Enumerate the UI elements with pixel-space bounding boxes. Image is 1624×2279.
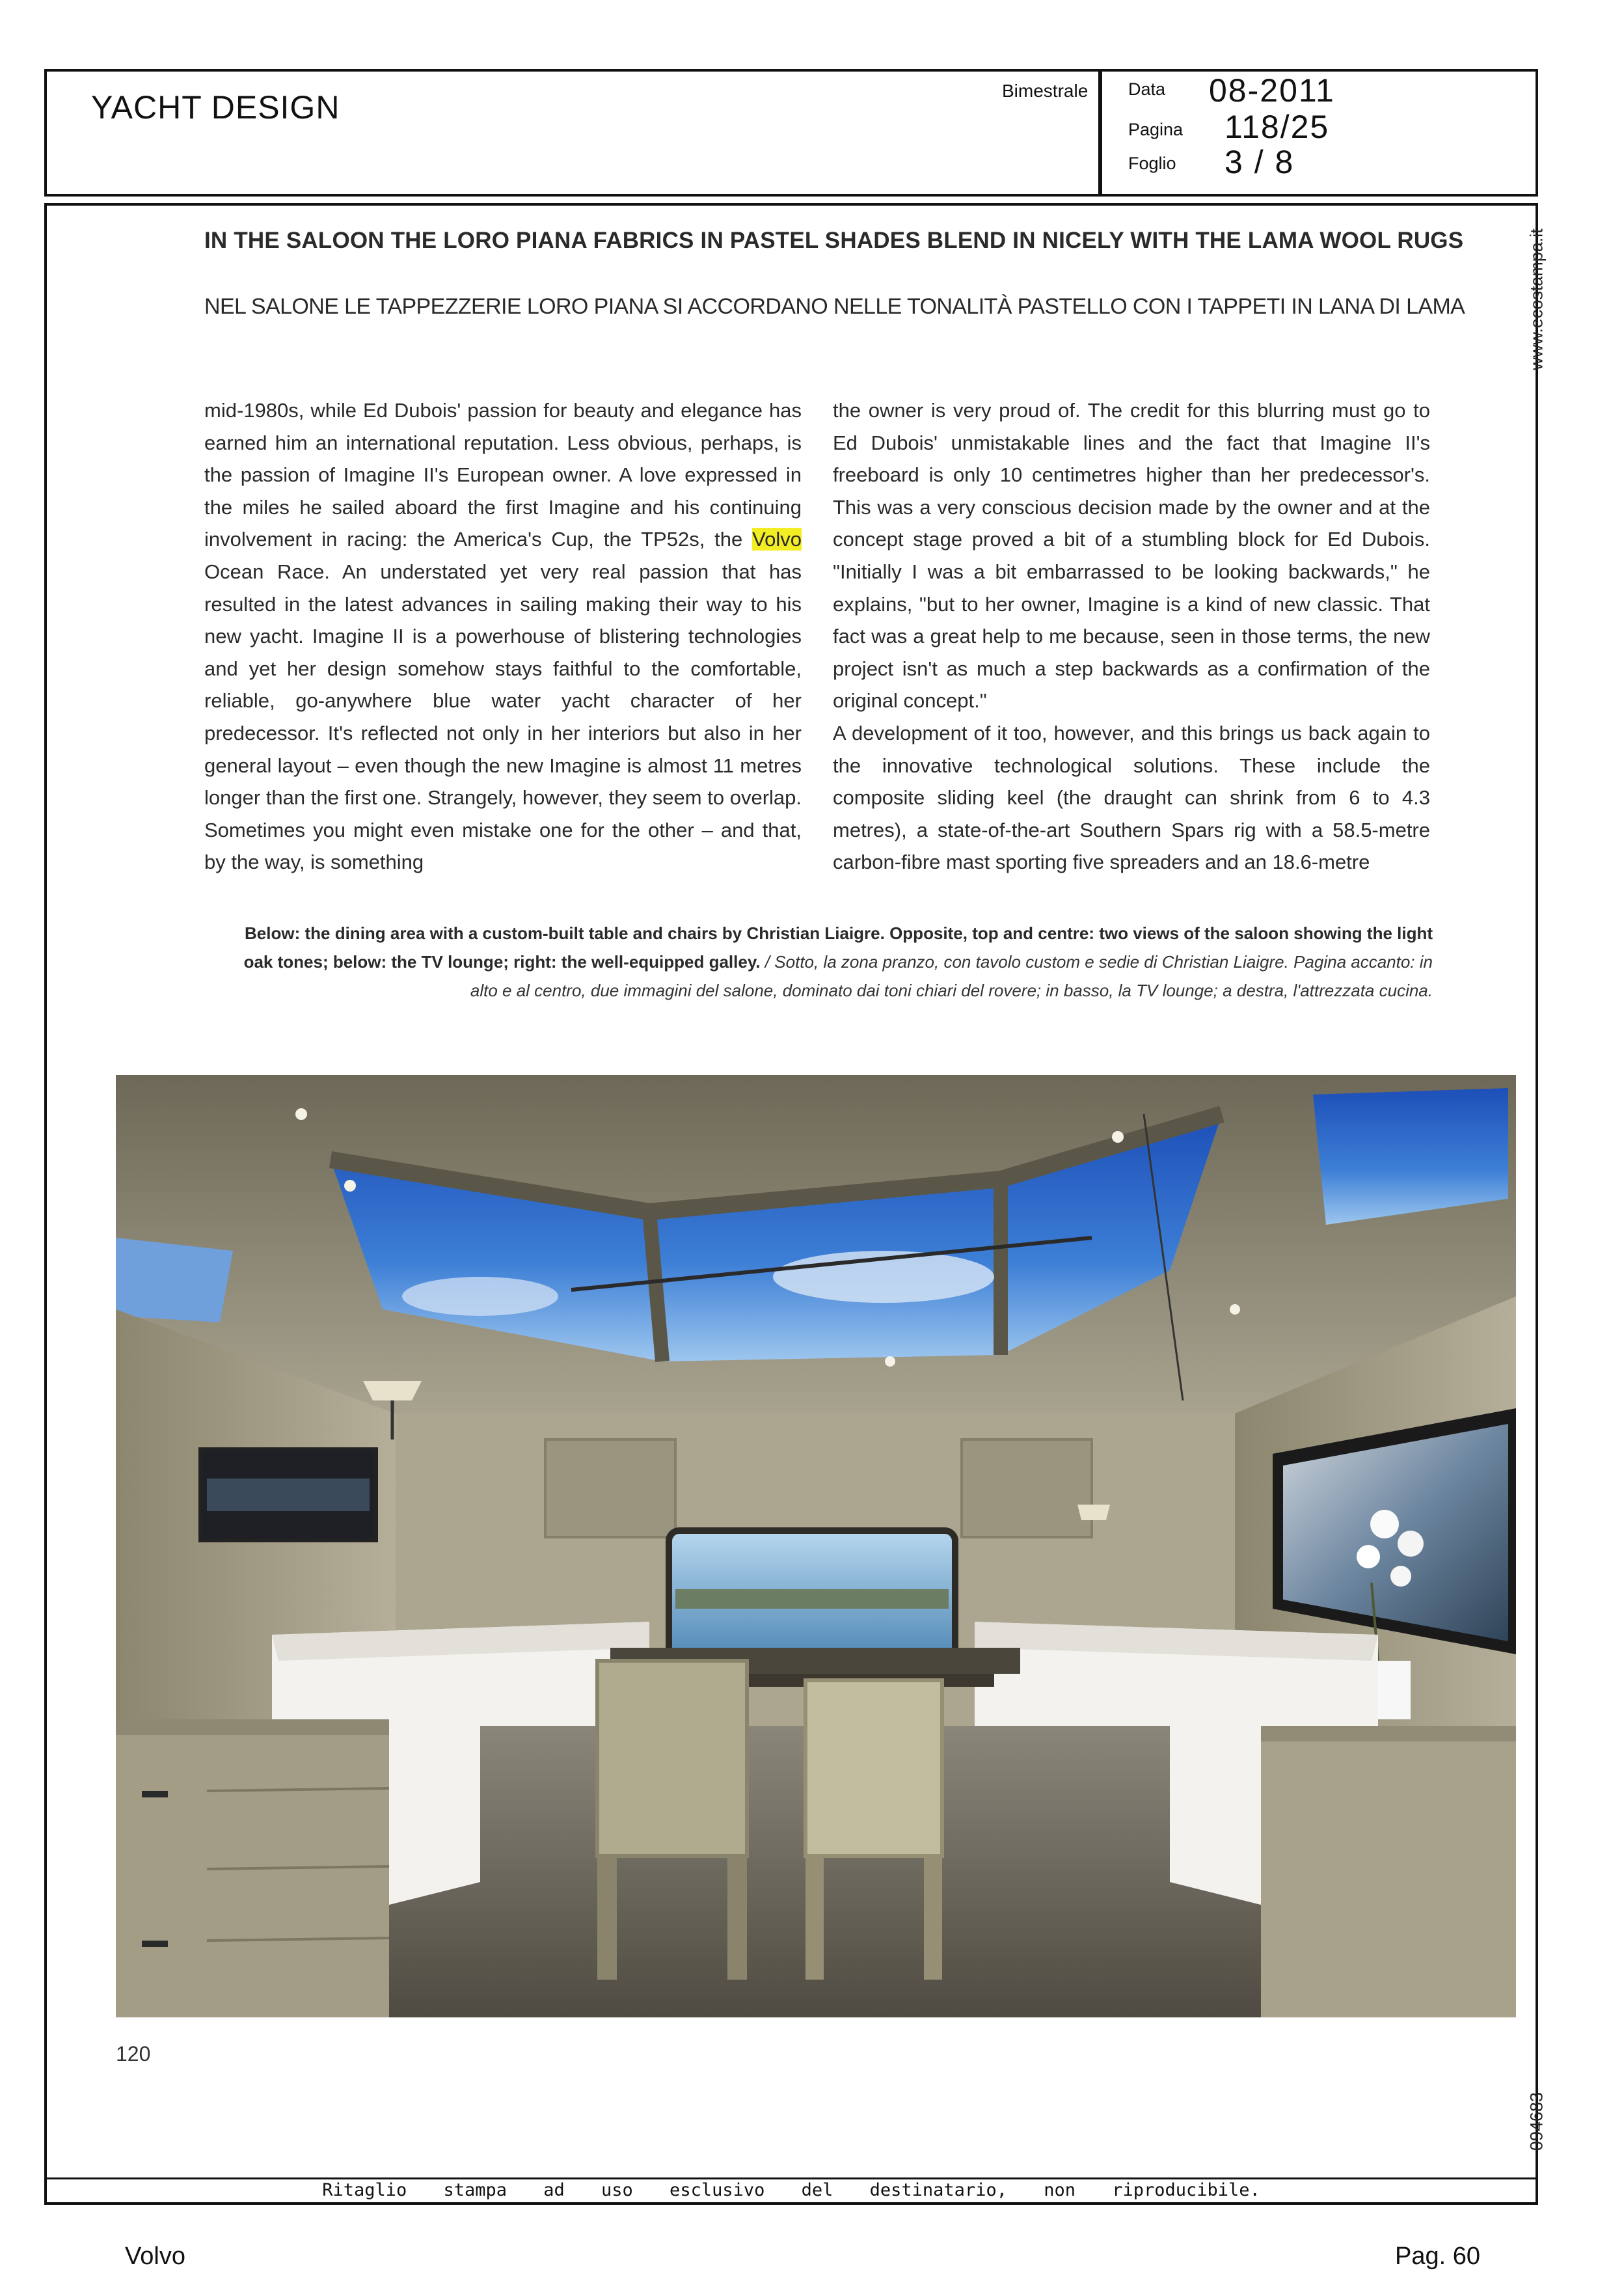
header-divider: [1098, 69, 1102, 197]
side-code: [1524, 2082, 1550, 2161]
publication-title: YACHT DESIGN: [91, 89, 340, 126]
caption-italian: / Sotto, la zona pranzo, con tavolo custom e sedie di Christian Liaigre. Pagina accanto: in alto e al centro, due immagini del salone, dominato dai toni chiari del rovere; in basso, la TV lounge; a destra, l'attrezzata cucina.: [470, 952, 1433, 1000]
article-column-right: [833, 394, 1430, 879]
headline-italian: NEL SALONE LE TAPPEZZERIE LORO PIANA SI ACCORDANO NELLE TONALITÀ PASTELLO CON I TAPPETI IN LANA DI LAMA: [204, 294, 1465, 319]
saloon-illustration: [116, 1075, 1516, 2017]
page-label: Pagina: [1128, 120, 1184, 139]
date-label: Data: [1128, 79, 1166, 99]
side-website: [1524, 215, 1550, 384]
footer-divider: [44, 2177, 1538, 2179]
article-column-left: [204, 394, 802, 879]
sheet-label: Foglio: [1128, 154, 1176, 173]
photo-caption: [230, 919, 1433, 1005]
column-right-paragraph-1: the owner is very proud of. The credit for this blurring must go to Ed Dubois' unmistakable lines and the fact that Imagine II's freeboard is only 10 centimetres higher than her predecessor's. This was a very conscious decision made by the owner and at the concept stage proved a bit of a stumbling block for Ed Dubois. "Initially I was a bit embarrassed to be looking backwards," he explains, "but to her owner, Imagine is a kind of new classic. That fact was a great help to me because, seen in those terms, the new project isn't as much a step backwards as a confirmation of the original concept.": [833, 399, 1430, 713]
headline-english: IN THE SALOON THE LORO PIANA FABRICS IN PASTEL SHADES BLEND IN NICELY WITH THE LAMA WOOL RUGS: [204, 228, 1464, 253]
column-left-text-end: Ocean Race. An understated yet very real passion that has resulted in the latest advances in sailing making their way to his new yacht. Imagine II is a powerhouse of blistering technologies and yet her design somehow stays faithful to the comfortable, reliable, go-anywhere blue water yacht character of her predecessor. It's reflected not only in her interiors but also in her general layout – even though the new Imagine is almost 11 metres longer than the first one. Strangely, however, they seem to overlap. Sometimes you might even mistake one for the other – and that, by the way, is something: [204, 560, 802, 874]
sheet-value: 3 / 8: [1225, 144, 1295, 180]
date-value: 08-2011: [1209, 72, 1335, 109]
page-value: 118/25: [1225, 109, 1330, 145]
page-number: 120: [116, 2042, 151, 2066]
side-website-text: www.ecostampa.it: [1526, 228, 1547, 370]
footer-keyword: Volvo: [125, 2243, 185, 2270]
column-right-paragraph-2: A development of it too, however, and this brings us back again to the innovative technological solutions. These include the composite sliding keel (the draught can shrink from 6 to 4.3 metres), a state-of-the-art Southern Spars rig with a 58.5-metre carbon-fibre mast sporting five spreaders and an 18.6-metre: [833, 721, 1430, 874]
footer-page: Pag. 60: [1395, 2243, 1480, 2270]
frequency-label: Bimestrale: [1002, 81, 1089, 101]
highlighted-keyword: Volvo: [752, 528, 802, 551]
disclaimer-text: Ritaglio stampa ad uso esclusivo del destinatario, non riproducibile.: [322, 2180, 1260, 2200]
column-left-text-start: mid-1980s, while Ed Dubois' passion for beauty and elegance has earned him an international reputation. Less obvious, perhaps, is the passion of Imagine II's European owner. A love expressed in the miles he sailed aboard the first Imagine and his continuing involvement in racing: the America's Cup, the TP52s, the: [204, 399, 802, 551]
saloon-photo: [116, 1075, 1516, 2017]
side-code-text: 094683: [1526, 2092, 1547, 2151]
caption-english: Below: the dining area with a custom-built table and chairs by Christian Liaigre. Opposite, top and centre: two views of the saloon showing the light oak tones; below: the TV lounge; right: the well-equipped galley.: [243, 923, 1433, 972]
